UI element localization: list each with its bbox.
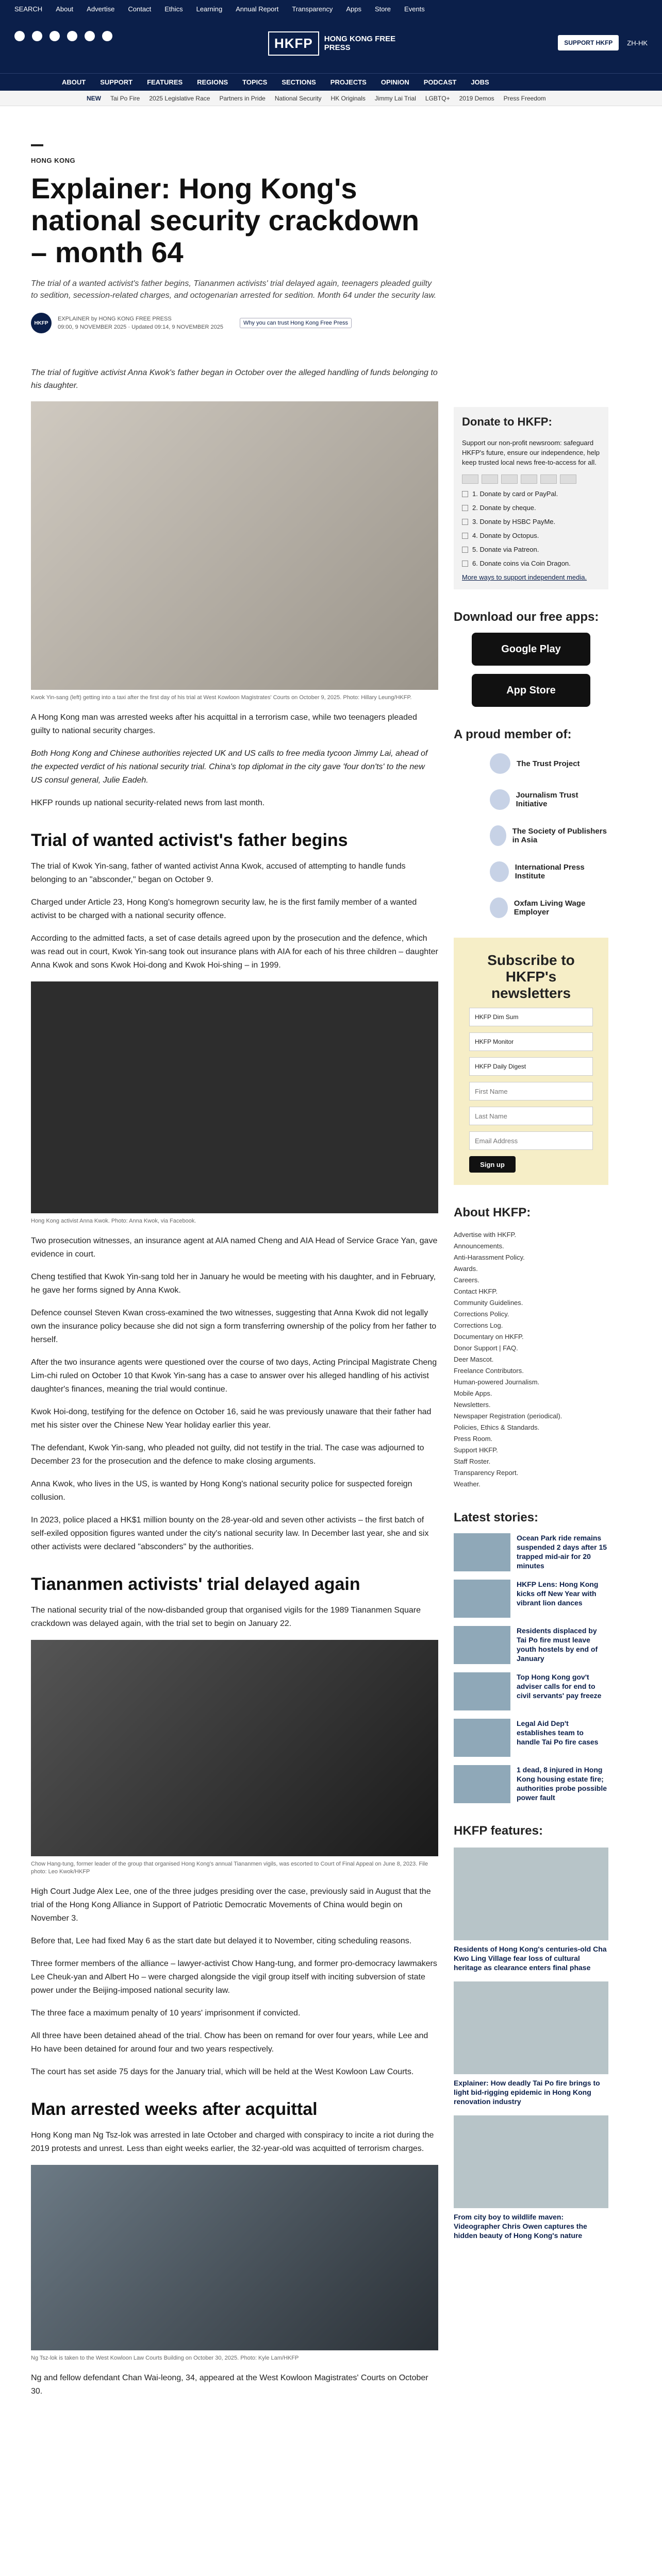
paragraph: All three have been detained ahead of the trial. Chow has been on remand for over four years, while Lee and Ho have been detained for around four and two years respectively. xyxy=(31,2031,428,2054)
byline xyxy=(31,313,438,333)
top-link-apps[interactable]: Apps xyxy=(346,5,361,13)
trust-project-icon xyxy=(490,753,510,774)
donate-more-link[interactable]: More ways to support independent media. xyxy=(462,573,587,581)
feature-story[interactable]: From city boy to wildlife maven: Videographer Chris Owen captures the hidden beauty of Hong Kong's nature xyxy=(454,2115,608,2240)
paragraph: Before that, Lee had fixed May 6 as the start date but delayed it to November, citing scheduling reasons. xyxy=(31,1937,412,1945)
paragraph: The national security trial of the now-disbanded group that organised vigils for the 1989 Tiananmen Square crackdown was delayed again, with the trial set to begin on January 22. xyxy=(31,1606,421,1628)
newsletter-title: Subscribe to HKFP's newsletters xyxy=(487,952,575,1001)
divider xyxy=(31,144,43,146)
top-link-contact[interactable]: Contact xyxy=(128,5,152,13)
top-link-store[interactable]: Store xyxy=(374,5,391,13)
article-lead: The trial of fugitive activist Anna Kwok's father began in October over the alleged handling of funds belonging to his daughter. xyxy=(31,368,438,390)
member-title: A proud member of: xyxy=(454,727,572,741)
facebook-icon[interactable] xyxy=(14,31,25,41)
member-logo[interactable]: The Society of Publishers in Asia xyxy=(454,821,608,850)
about-link[interactable]: Documentary on HKFP. xyxy=(454,1333,524,1341)
latest-story[interactable]: HKFP Lens: Hong Kong kicks off New Year with vibrant lion dances xyxy=(454,1580,608,1618)
about-link[interactable]: Deer Mascot. xyxy=(454,1355,494,1363)
latest-story[interactable]: 1 dead, 8 injured in Hong Kong housing estate fire; authorities probe possible power fault xyxy=(454,1765,608,1803)
paragraph: According to the admitted facts, a set of case details agreed upon by the prosecution and the defence, which was read out in court, Kwok Yin-sang took out insurance plans with AIA for each of his three children – daughter Anna Kwok and sons Kwok Hoi-dong and Kwok Hoi-shing – in 1999. xyxy=(31,934,438,970)
paragraph: HKFP rounds up national security-related news from last month. xyxy=(31,799,265,807)
nav-item[interactable]: PODCAST xyxy=(423,78,457,86)
google-play-button[interactable]: Google Play xyxy=(472,633,590,666)
about-link[interactable]: Announcements. xyxy=(454,1242,504,1250)
paragraph: Hong Kong man Ng Tsz-lok was arrested in late October and charged with conspiracy to incite a riot during the 2019 protests and unrest. Less than eight weeks earlier, the 32-year-old was acquitted of terrorism charges. xyxy=(31,2131,434,2153)
about-link[interactable]: Advertise with HKFP. xyxy=(454,1231,517,1239)
main-nav xyxy=(0,73,662,91)
article xyxy=(31,124,438,2398)
feature-story[interactable]: Residents of Hong Kong's centuries-old Cha Kwo Ling Village fear loss of cultural heritage as clearance enters final phase xyxy=(454,1848,608,1972)
paragraph: High Court Judge Alex Lee, one of the three judges presiding over the case, previously said in August that the trial of the Hong Kong Alliance in Support of Patriotic Democratic Movements of China would begin on November 3. xyxy=(31,1887,431,1923)
paragraph: A Hong Kong man was arrested weeks after his acquittal in a terrorism case, while two teenagers pleaded guilty to national security charges. xyxy=(31,713,417,735)
twitter-icon[interactable] xyxy=(32,31,42,41)
about-link[interactable]: Human-powered Journalism. xyxy=(454,1378,540,1386)
article-title: Explainer: Hong Kong's national security crackdown – month 64 xyxy=(31,172,420,268)
checkbox-icon xyxy=(462,491,468,497)
paragraph: The defendant, Kwok Yin-sang, who pleaded not guilty, did not testify in the trial. The case was adjourned to December 23 for the prosecution and the defence to make closing arguments. xyxy=(31,1444,424,1466)
about-link[interactable]: Community Guidelines. xyxy=(454,1299,523,1307)
paragraph: Two prosecution witnesses, an insurance agent at AIA named Cheng and AIA Head of Service Grace Yan, gave evidence in court. xyxy=(31,1236,438,1259)
member-logo[interactable]: Oxfam Living Wage Employer xyxy=(454,893,608,922)
about-link[interactable]: Freelance Contributors. xyxy=(454,1367,524,1375)
paragraph: The court has set aside 75 days for the January trial, which will be held at the West Kowloon Law Courts. xyxy=(31,2067,414,2076)
rss-icon[interactable] xyxy=(102,31,112,41)
top-link-events[interactable]: Events xyxy=(404,5,425,13)
latest-story[interactable]: Legal Aid Dep't establishes team to handle Tai Po fire cases xyxy=(454,1719,608,1757)
feature-story[interactable]: Explainer: How deadly Tai Po fire brings to light bid-rigging epidemic in Hong Kong renovation industry xyxy=(454,1981,608,2106)
donate-blurb: Support our non-profit newsroom: safeguard HKFP's future, ensure our independence, help keep trusted local news free-to-access for all. xyxy=(462,439,600,466)
latest-story[interactable]: Residents displaced by Tai Po fire must leave youth hostels by end of January xyxy=(454,1626,608,1664)
top-link-search[interactable]: SEARCH xyxy=(14,5,43,13)
apps-title: Download our free apps: xyxy=(454,610,599,624)
article-category[interactable]: HONG KONG xyxy=(31,157,76,164)
signup-button[interactable]: Sign up xyxy=(469,1156,516,1173)
email-input[interactable] xyxy=(469,1131,593,1150)
story-thumbnail xyxy=(454,1626,510,1664)
newsletter-box xyxy=(454,938,608,1185)
newsletter-option[interactable]: HKFP Daily Digest xyxy=(469,1057,593,1076)
donate-box xyxy=(454,407,608,589)
instagram-icon[interactable] xyxy=(49,31,60,41)
features-title: HKFP features: xyxy=(454,1824,543,1838)
language-switch[interactable]: ZH-HK xyxy=(627,39,648,47)
newsletter-option[interactable]: HKFP Monitor xyxy=(469,1032,593,1051)
about-link[interactable]: Support HKFP. xyxy=(454,1446,498,1454)
trending-item[interactable]: 2019 Demos xyxy=(459,95,494,102)
feature-image xyxy=(454,1981,608,2074)
paypal-icon xyxy=(521,474,537,484)
sidebar xyxy=(454,407,608,2240)
trending-item[interactable]: 2025 Legislative Race xyxy=(149,95,210,102)
about-link[interactable]: Transparency Report. xyxy=(454,1469,519,1477)
article-dek: The trial of a wanted activist's father begins, Tiananmen activists' trial delayed again, teenagers pleaded guilty to sedition, secession-related charges, and octogenarian arrested for sedition. Month 64 under the security law. xyxy=(31,279,437,300)
trending-item[interactable]: LGBTQ+ xyxy=(425,95,450,102)
top-link-annual[interactable]: Annual Report xyxy=(236,5,279,13)
feature-image xyxy=(454,2115,608,2208)
paragraph: After the two insurance agents were questioned over the course of two days, Acting Principal Magistrate Cheng Lim-chi ruled on October 10 that Kwok Yin-sang has a case to answer over his alleged handling of his activist daughter's finances, meaning the trial would continue. xyxy=(31,1358,437,1394)
site-logo[interactable] xyxy=(268,29,397,58)
google-pay-icon xyxy=(560,474,576,484)
story-thumbnail xyxy=(454,1719,510,1757)
about-link[interactable]: Newspaper Registration (periodical). xyxy=(454,1412,562,1420)
about-link[interactable]: Weather. xyxy=(454,1480,481,1488)
nav-item[interactable]: PROJECTS xyxy=(330,78,367,86)
about-link[interactable]: Donor Support | FAQ. xyxy=(454,1344,518,1352)
app-store-button[interactable]: App Store xyxy=(472,674,590,707)
paragraph: Ng and fellow defendant Chan Wai-leong, 34, appeared at the West Kowloon Magistrates' Courts on October 30. xyxy=(31,2374,428,2396)
trending-new-label: NEW xyxy=(87,95,101,102)
photo-caption: Kwok Yin-sang (left) getting into a taxi after the first day of his trial at West Kowloon Magistrates' Courts on October 9, 2025. Photo: Hillary Leung/HKFP. xyxy=(31,694,412,701)
donate-option[interactable]: 5. Donate via Patreon. xyxy=(462,546,600,553)
support-button[interactable]: SUPPORT HKFP xyxy=(558,35,619,50)
sopa-icon xyxy=(490,825,506,846)
donate-option[interactable]: 4. Donate by Octopus. xyxy=(462,532,600,539)
last-name-input[interactable] xyxy=(469,1107,593,1125)
nav-item[interactable]: SECTIONS xyxy=(282,78,316,86)
apple-pay-icon xyxy=(540,474,557,484)
about-link[interactable]: Anti-Harassment Policy. xyxy=(454,1253,525,1261)
checkbox-icon xyxy=(462,519,468,525)
story-thumbnail xyxy=(454,1580,510,1618)
latest-title: Latest stories: xyxy=(454,1511,539,1524)
about-link[interactable]: Corrections Policy. xyxy=(454,1310,509,1318)
newsletter-option[interactable]: HKFP Dim Sum xyxy=(469,1008,593,1026)
about-link[interactable]: Press Room. xyxy=(454,1435,493,1443)
paragraph: Both Hong Kong and Chinese authorities rejected UK and US calls to free media tycoon Jimmy Lai, ahead of the expected verdict of his national security trial. China's top diplomat in the city gave 'four don'ts' to the new US consul general, Julie Eadeh. xyxy=(31,749,428,785)
member-logo[interactable]: Journalism Trust Initiative xyxy=(454,785,608,814)
article-photo xyxy=(31,981,438,1213)
top-links xyxy=(14,5,425,13)
donate-title: Donate to HKFP: xyxy=(462,415,552,428)
paragraph: Three former members of the alliance – lawyer-activist Chow Hang-tung, and former pro-democracy lawmakers Lee Cheuk-yan and Albert Ho – were charged alongside the vigil group itself with inciting subversion of state power under the Beijing-imposed national security law. xyxy=(31,1959,437,1995)
donate-option[interactable]: 1. Donate by card or PayPal. xyxy=(462,490,600,498)
nav-item[interactable]: FEATURES xyxy=(147,78,183,86)
top-bar xyxy=(0,0,662,73)
article-photo xyxy=(31,401,438,690)
article-photo xyxy=(31,2165,438,2350)
checkbox-icon xyxy=(462,547,468,553)
story-thumbnail xyxy=(454,1765,510,1803)
about-list xyxy=(454,1229,608,1490)
member-logo[interactable]: The Trust Project xyxy=(454,749,608,778)
checkbox-icon xyxy=(462,505,468,511)
linkedin-icon[interactable] xyxy=(85,31,95,41)
trending-item[interactable]: Tai Po Fire xyxy=(110,95,140,102)
paragraph: Charged under Article 23, Hong Kong's homegrown security law, he is the first family member of a wanted activist to be charged with a national security offence. xyxy=(31,898,417,920)
story-thumbnail xyxy=(454,1672,510,1710)
member-logo[interactable]: International Press Institute xyxy=(454,857,608,886)
trust-link[interactable]: Why you can trust Hong Kong Free Press xyxy=(240,318,352,328)
trending-item[interactable]: HK Originals xyxy=(330,95,366,102)
about-link[interactable]: Mobile Apps. xyxy=(454,1389,492,1397)
social-icons xyxy=(14,31,112,41)
paragraph: Kwok Hoi-dong, testifying for the defence on October 16, said he was previously unaware that their father had met his sister over the Chinese New Year holiday earlier this year. xyxy=(31,1408,432,1430)
paragraph: Cheng testified that Kwok Yin-sang told her in January he would be meeting with his daughter, and in February, he gave her forms signed by Anna Kwok. xyxy=(31,1273,436,1295)
paragraph: Defence counsel Steven Kwan cross-examined the two witnesses, suggesting that Anna Kwok did not legally own the insurance policy because she did not sign a form transferring ownership of the policy from her father to herself. xyxy=(31,1309,437,1344)
youtube-icon[interactable] xyxy=(67,31,77,41)
trending-item[interactable]: Press Freedom xyxy=(503,95,546,102)
publish-date: 09:00, 9 NOVEMBER 2025 · Updated 09:14, 9 NOVEMBER 2025 xyxy=(58,324,224,330)
trending-item[interactable]: Jimmy Lai Trial xyxy=(374,95,416,102)
author-avatar: HKFP xyxy=(31,313,52,333)
oxfam-icon xyxy=(490,897,508,918)
top-link-advertise[interactable]: Advertise xyxy=(87,5,115,13)
top-link-learning[interactable]: Learning xyxy=(196,5,223,13)
photo-caption: Ng Tsz-lok is taken to the West Kowloon Law Courts Building on October 30, 2025. Photo: Kyle Lam/HKFP xyxy=(31,2355,299,2361)
photo-caption: Chow Hang-tung, former leader of the group that organised Hong Kong's annual Tiananmen vigils, was escorted to Court of Final Appeal on June 8, 2023. File photo: Leo Kwok/HKFP xyxy=(31,1861,428,1875)
nav-item[interactable]: TOPICS xyxy=(242,78,268,86)
checkbox-icon xyxy=(462,533,468,539)
story-thumbnail xyxy=(454,1533,510,1571)
payment-cards xyxy=(462,474,600,484)
nav-item[interactable]: REGIONS xyxy=(197,78,228,86)
top-link-ethics[interactable]: Ethics xyxy=(164,5,183,13)
author-name[interactable]: EXPLAINER by HONG KONG FREE PRESS xyxy=(58,316,172,322)
donate-option[interactable]: 2. Donate by cheque. xyxy=(462,504,600,512)
nav-item[interactable]: SUPPORT xyxy=(100,78,133,86)
latest-story[interactable]: Ocean Park ride remains suspended 2 days after 15 trapped mid-air for 20 minutes xyxy=(454,1533,608,1571)
feature-image xyxy=(454,1848,608,1940)
about-link[interactable]: Careers. xyxy=(454,1276,479,1284)
amex-icon xyxy=(501,474,518,484)
top-link-transparency[interactable]: Transparency xyxy=(292,5,333,13)
about-link[interactable]: Awards. xyxy=(454,1265,478,1273)
jti-icon xyxy=(490,789,510,810)
paragraph: The trial of Kwok Yin-sang, father of wanted activist Anna Kwok, accused of attempting to handle funds belonging to an "absconder," began on October 9. xyxy=(31,862,406,884)
paragraph: In 2023, police placed a HK$1 million bounty on the 28-year-old and seven other activists – the first batch of self-exiled opposition figures wanted under the city's national security law. In December last year, she and six other activists were declared "absconders" by the authorities. xyxy=(31,1516,429,1551)
nav-item[interactable]: OPINION xyxy=(380,78,409,86)
trending-bar xyxy=(0,91,662,106)
about-link[interactable]: Staff Roster. xyxy=(454,1458,491,1465)
section-heading: Trial of wanted activist's father begins xyxy=(31,831,348,850)
section-heading: Tiananmen activists' trial delayed again xyxy=(31,1574,360,1594)
logo-text: HONG KONG FREE PRESS xyxy=(324,35,396,52)
logo-mark: HKFP xyxy=(268,31,319,56)
checkbox-icon xyxy=(462,561,468,567)
top-link-about[interactable]: About xyxy=(56,5,74,13)
donate-option[interactable]: 3. Donate by HSBC PayMe. xyxy=(462,518,600,526)
trending-item[interactable]: Partners in Pride xyxy=(219,95,266,102)
trending-item[interactable]: National Security xyxy=(274,95,322,102)
first-name-input[interactable] xyxy=(469,1082,593,1100)
nav-item[interactable]: JOBS xyxy=(471,78,489,86)
photo-caption: Hong Kong activist Anna Kwok. Photo: Anna Kwok, via Facebook. xyxy=(31,1218,196,1224)
nav-item[interactable]: ABOUT xyxy=(62,78,86,86)
paragraph: Anna Kwok, who lives in the US, is wanted by Hong Kong's national security police for suspected foreign collusion. xyxy=(31,1480,412,1502)
about-link[interactable]: Contact HKFP. xyxy=(454,1287,498,1295)
about-link[interactable]: Policies, Ethics & Standards. xyxy=(454,1423,540,1431)
latest-story[interactable]: Top Hong Kong gov't adviser calls for end to civil servants' pay freeze xyxy=(454,1672,608,1710)
ipi-icon xyxy=(490,861,509,882)
donate-option[interactable]: 6. Donate coins via Coin Dragon. xyxy=(462,560,600,567)
article-photo xyxy=(31,1640,438,1856)
mastercard-icon xyxy=(462,474,478,484)
visa-icon xyxy=(482,474,498,484)
about-link[interactable]: Corrections Log. xyxy=(454,1321,503,1329)
section-heading: Man arrested weeks after acquittal xyxy=(31,2099,318,2119)
paragraph: The three face a maximum penalty of 10 years' imprisonment if convicted. xyxy=(31,2009,301,2018)
about-link[interactable]: Newsletters. xyxy=(454,1401,491,1409)
about-title: About HKFP: xyxy=(454,1206,531,1219)
